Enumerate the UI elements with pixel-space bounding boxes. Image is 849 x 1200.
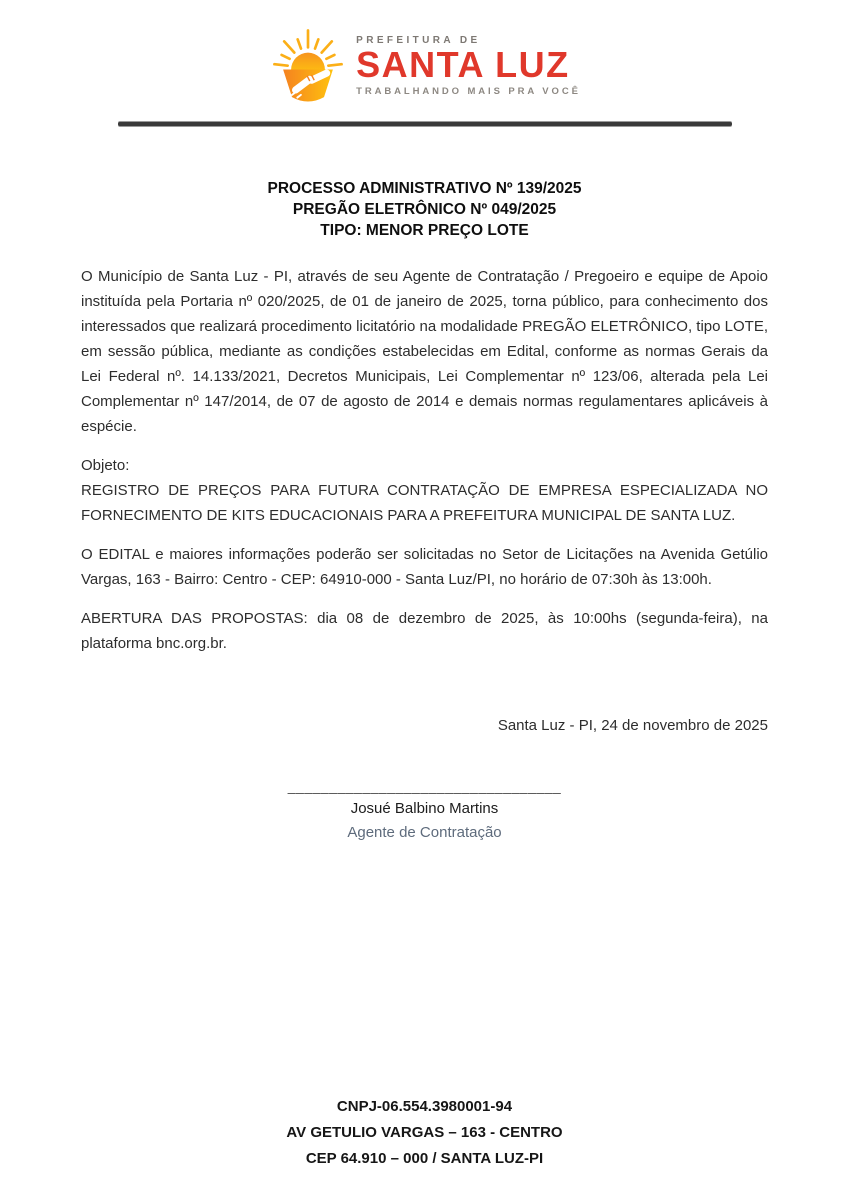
abertura-paragraph: ABERTURA DAS PROPOSTAS: dia 08 de dezembro de 2025, às 10:00hs (segunda-feira), na plataforma bnc.org.br.: [81, 610, 768, 652]
object-text: REGISTRO DE PREÇOS PARA FUTURA CONTRATAÇÃO DE EMPRESA ESPECIALIZADA NO FORNECIMENTO DE KITS EDUCACIONAIS PARA A PREFEITURA MUNICIPAL DE SANTA LUZ.: [81, 482, 768, 524]
auction-type-line: TIPO: MENOR PREÇO LOTE: [320, 222, 529, 239]
logo-title: SANTA LUZ: [356, 44, 570, 86]
date-line: Santa Luz - PI, 24 de novembro de 2025: [497, 717, 768, 734]
intro-paragraph: O Município de Santa Luz - PI, através de seu Agente de Contratação / Pregoeiro e equipe de Apoio instituída pela Portaria nº 020/2025, de 01 de janeiro de 2025, torna público, para conhecimento dos interessados que realizará procedimento licitatório na modalidade PREGÃO ELETRÔNICO, tipo LOTE, em sessão pública, mediante as condições estabelecidas em Edital, conforme as normas Gerais da Lei Federal nº. 14.133/2021, Decretos Municipais, Lei Complementar nº 123/06, alterada pela Lei Complementar nº 147/2014, de 07 de agosto de 2014 e demais normas regulamentares aplicáveis à espécie.: [81, 268, 768, 435]
logo-text: [356, 35, 581, 97]
sun-handshake-icon: [268, 24, 348, 108]
document-body: [0, 178, 849, 841]
signatory-name: Josué Balbino Martins: [350, 800, 499, 817]
object-section: [81, 453, 768, 528]
footer-cep: CEP 64.910 – 000 / SANTA LUZ-PI: [305, 1150, 544, 1167]
footer-cnpj: CNPJ-06.554.3980001-94: [336, 1098, 513, 1115]
document-title: [81, 178, 768, 241]
process-number-line: PROCESSO ADMINISTRATIVO Nº 139/2025: [267, 180, 582, 197]
sun-shape: [291, 53, 325, 70]
header-divider: [118, 122, 732, 126]
object-label: Objeto:: [81, 457, 130, 474]
signatory-role: Agente de Contratação: [347, 824, 502, 841]
logo-tagline: TRABALHANDO MAIS PRA VOCÊ: [356, 85, 581, 97]
auction-number-line: PREGÃO ELETRÔNICO Nº 049/2025: [292, 201, 557, 218]
footer: [0, 1094, 849, 1172]
footer-address: AV GETULIO VARGAS – 163 - CENTRO: [286, 1124, 563, 1141]
logo: [0, 0, 849, 108]
signature-block: [81, 778, 768, 841]
signature-line: _________________________________: [287, 778, 562, 794]
edital-paragraph: O EDITAL e maiores informações poderão ser solicitadas no Setor de Licitações na Avenida Getúlio Vargas, 163 - Bairro: Centro - CEP: 64910-000 - Santa Luz/PI, no horário de 07:30h às 13:00h.: [81, 546, 768, 588]
logo-pretitle: PREFEITURA DE: [356, 35, 481, 47]
